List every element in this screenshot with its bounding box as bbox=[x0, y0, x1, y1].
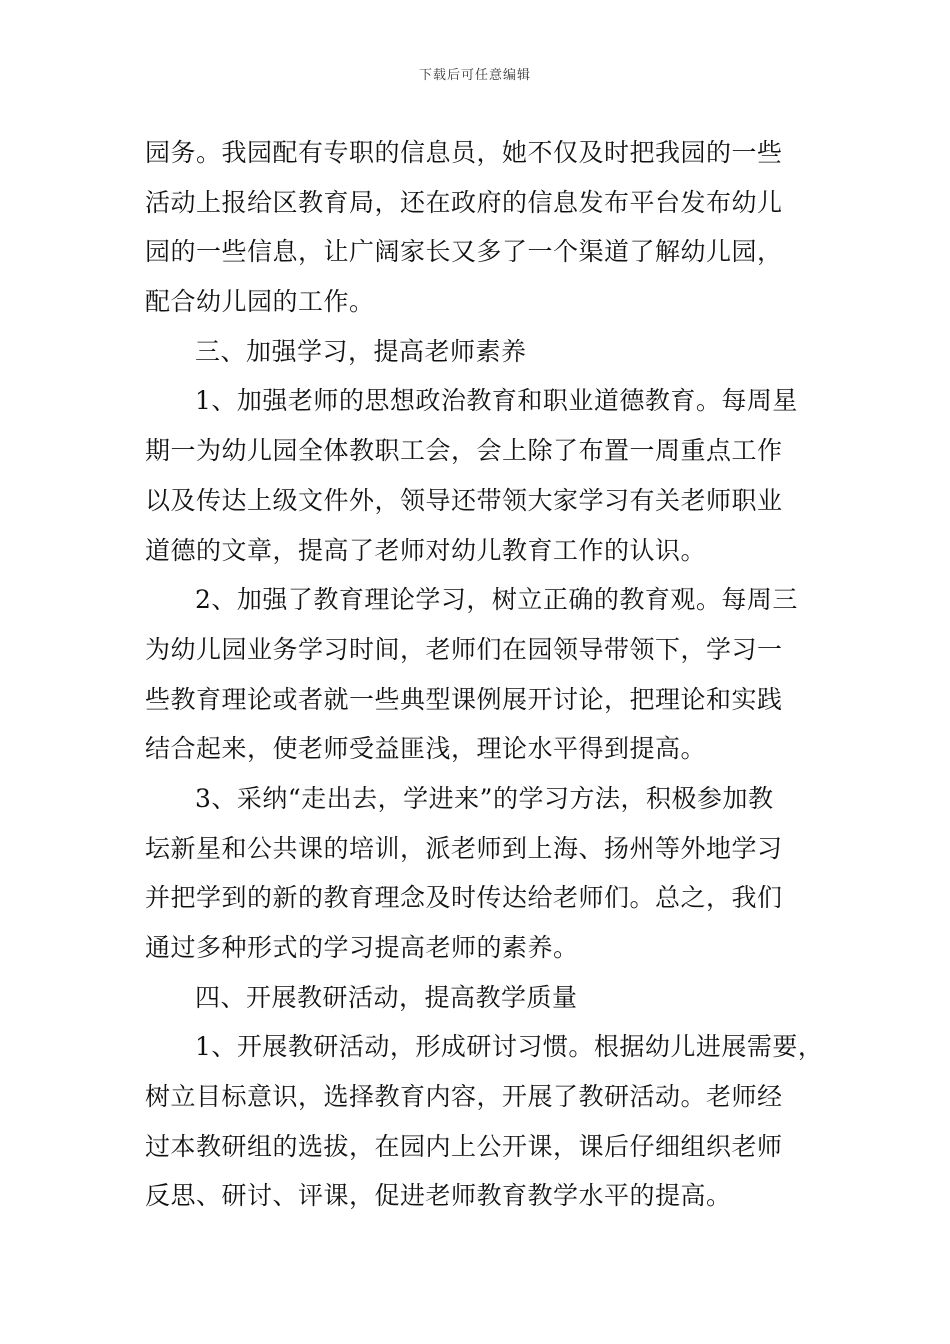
text-line: 2、加强了教育理论学习，树立正确的教育观。每周三 bbox=[195, 585, 798, 615]
text-line: 三、加强学习，提高老师素养 bbox=[195, 336, 527, 366]
text-line: 配合幼儿园的工作。 bbox=[145, 287, 375, 317]
text-line: 3、采纳“走出去，学进来”的学习方法，积极参加教 bbox=[195, 783, 774, 813]
text-line: 园务。我园配有专职的信息员，她不仅及时把我园的一些 bbox=[145, 138, 783, 167]
text-line: 些教育理论或者就一些典型课例展开讨论，把理论和实践 bbox=[145, 684, 783, 714]
text-line: 以及传达上级文件外，领导还带领大家学习有关老师职业 bbox=[145, 485, 783, 515]
document-body bbox=[145, 128, 824, 1221]
text-line: 并把学到的新的教育理念及时传达给老师们。总之，我们 bbox=[145, 883, 783, 913]
text-line: 四、开展教研活动，提高教学质量 bbox=[195, 982, 578, 1012]
text-line: 反思、研讨、评课，促进老师教育教学水平的提高。 bbox=[145, 1181, 732, 1211]
text-line: 过本教研组的选拔，在园内上公开课，课后仔细组织老师 bbox=[145, 1131, 783, 1161]
text-line: 期一为幼儿园全体教职工会，会上除了布置一周重点工作 bbox=[145, 436, 783, 466]
text-line: 1、加强老师的思想政治教育和职业道德教育。每周星 bbox=[195, 386, 798, 416]
text-line: 活动上报给区教育局，还在政府的信息发布平台发布幼儿 bbox=[145, 187, 783, 217]
text-line: 通过多种形式的学习提高老师的素养。 bbox=[145, 933, 579, 962]
text-line: 道德的文章，提高了老师对幼儿教育工作的认识。 bbox=[145, 535, 707, 565]
text-line: 树立目标意识，选择教育内容，开展了教研活动。老师经 bbox=[145, 1082, 783, 1112]
text-line: 为幼儿园业务学习时间，老师们在园领导带领下，学习一 bbox=[145, 634, 783, 664]
text-line: 结合起来，使老师受益匪浅，理论水平得到提高。 bbox=[145, 734, 707, 764]
page-header: 下载后可任意编辑 bbox=[418, 68, 531, 83]
text-line: 1、开展教研活动，形成研讨习惯。根据幼儿进展需要， bbox=[195, 1032, 824, 1062]
text-line: 园的一些信息，让广阔家长又多了一个渠道了解幼儿园， bbox=[145, 237, 783, 267]
text-line: 坛新星和公共课的培训，派老师到上海、扬州等外地学习 bbox=[145, 833, 783, 863]
